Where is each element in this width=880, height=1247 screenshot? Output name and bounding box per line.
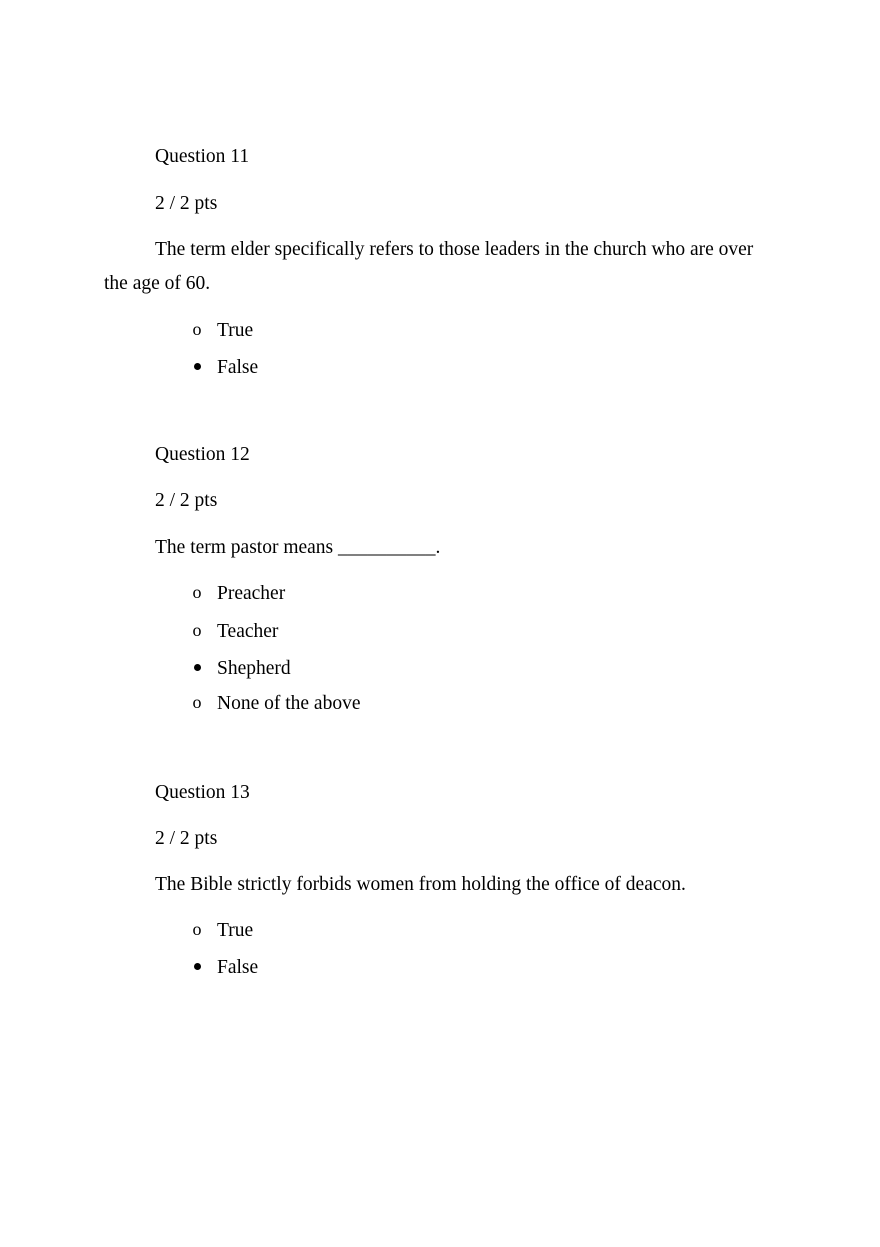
question-13-prompt: The Bible strictly forbids women from holding the office of deacon.	[155, 874, 686, 895]
question-13-title: Question 13	[155, 782, 250, 803]
hollow-bullet-icon: o	[192, 692, 202, 712]
option-label: None of the above	[217, 693, 361, 714]
option-label: Preacher	[217, 583, 286, 604]
question-13-points: 2 / 2 pts	[155, 828, 218, 849]
hollow-bullet-icon: o	[192, 582, 202, 602]
filled-bullet-icon	[187, 657, 207, 680]
option-label: False	[217, 357, 259, 378]
question-11-prompt-line2: the age of 60.	[104, 273, 211, 294]
option-label: Shepherd	[217, 658, 291, 679]
hollow-bullet-icon: o	[192, 620, 202, 640]
filled-bullet-icon	[187, 356, 207, 379]
question-11-points: 2 / 2 pts	[155, 193, 218, 214]
question-12-title: Question 12	[155, 444, 250, 465]
filled-bullet-icon	[187, 956, 207, 979]
option-label: Teacher	[217, 621, 279, 642]
question-11-prompt-line1: The term elder specifically refers to those leaders in the church who are over	[155, 239, 754, 260]
option-label: False	[217, 957, 259, 978]
question-11-title: Question 11	[155, 146, 250, 167]
option-label: True	[217, 320, 254, 341]
question-12-prompt: The term pastor means __________.	[155, 537, 441, 558]
hollow-bullet-icon: o	[192, 319, 202, 339]
question-12-points: 2 / 2 pts	[155, 490, 218, 511]
hollow-bullet-icon: o	[192, 919, 202, 939]
option-label: True	[217, 920, 254, 941]
